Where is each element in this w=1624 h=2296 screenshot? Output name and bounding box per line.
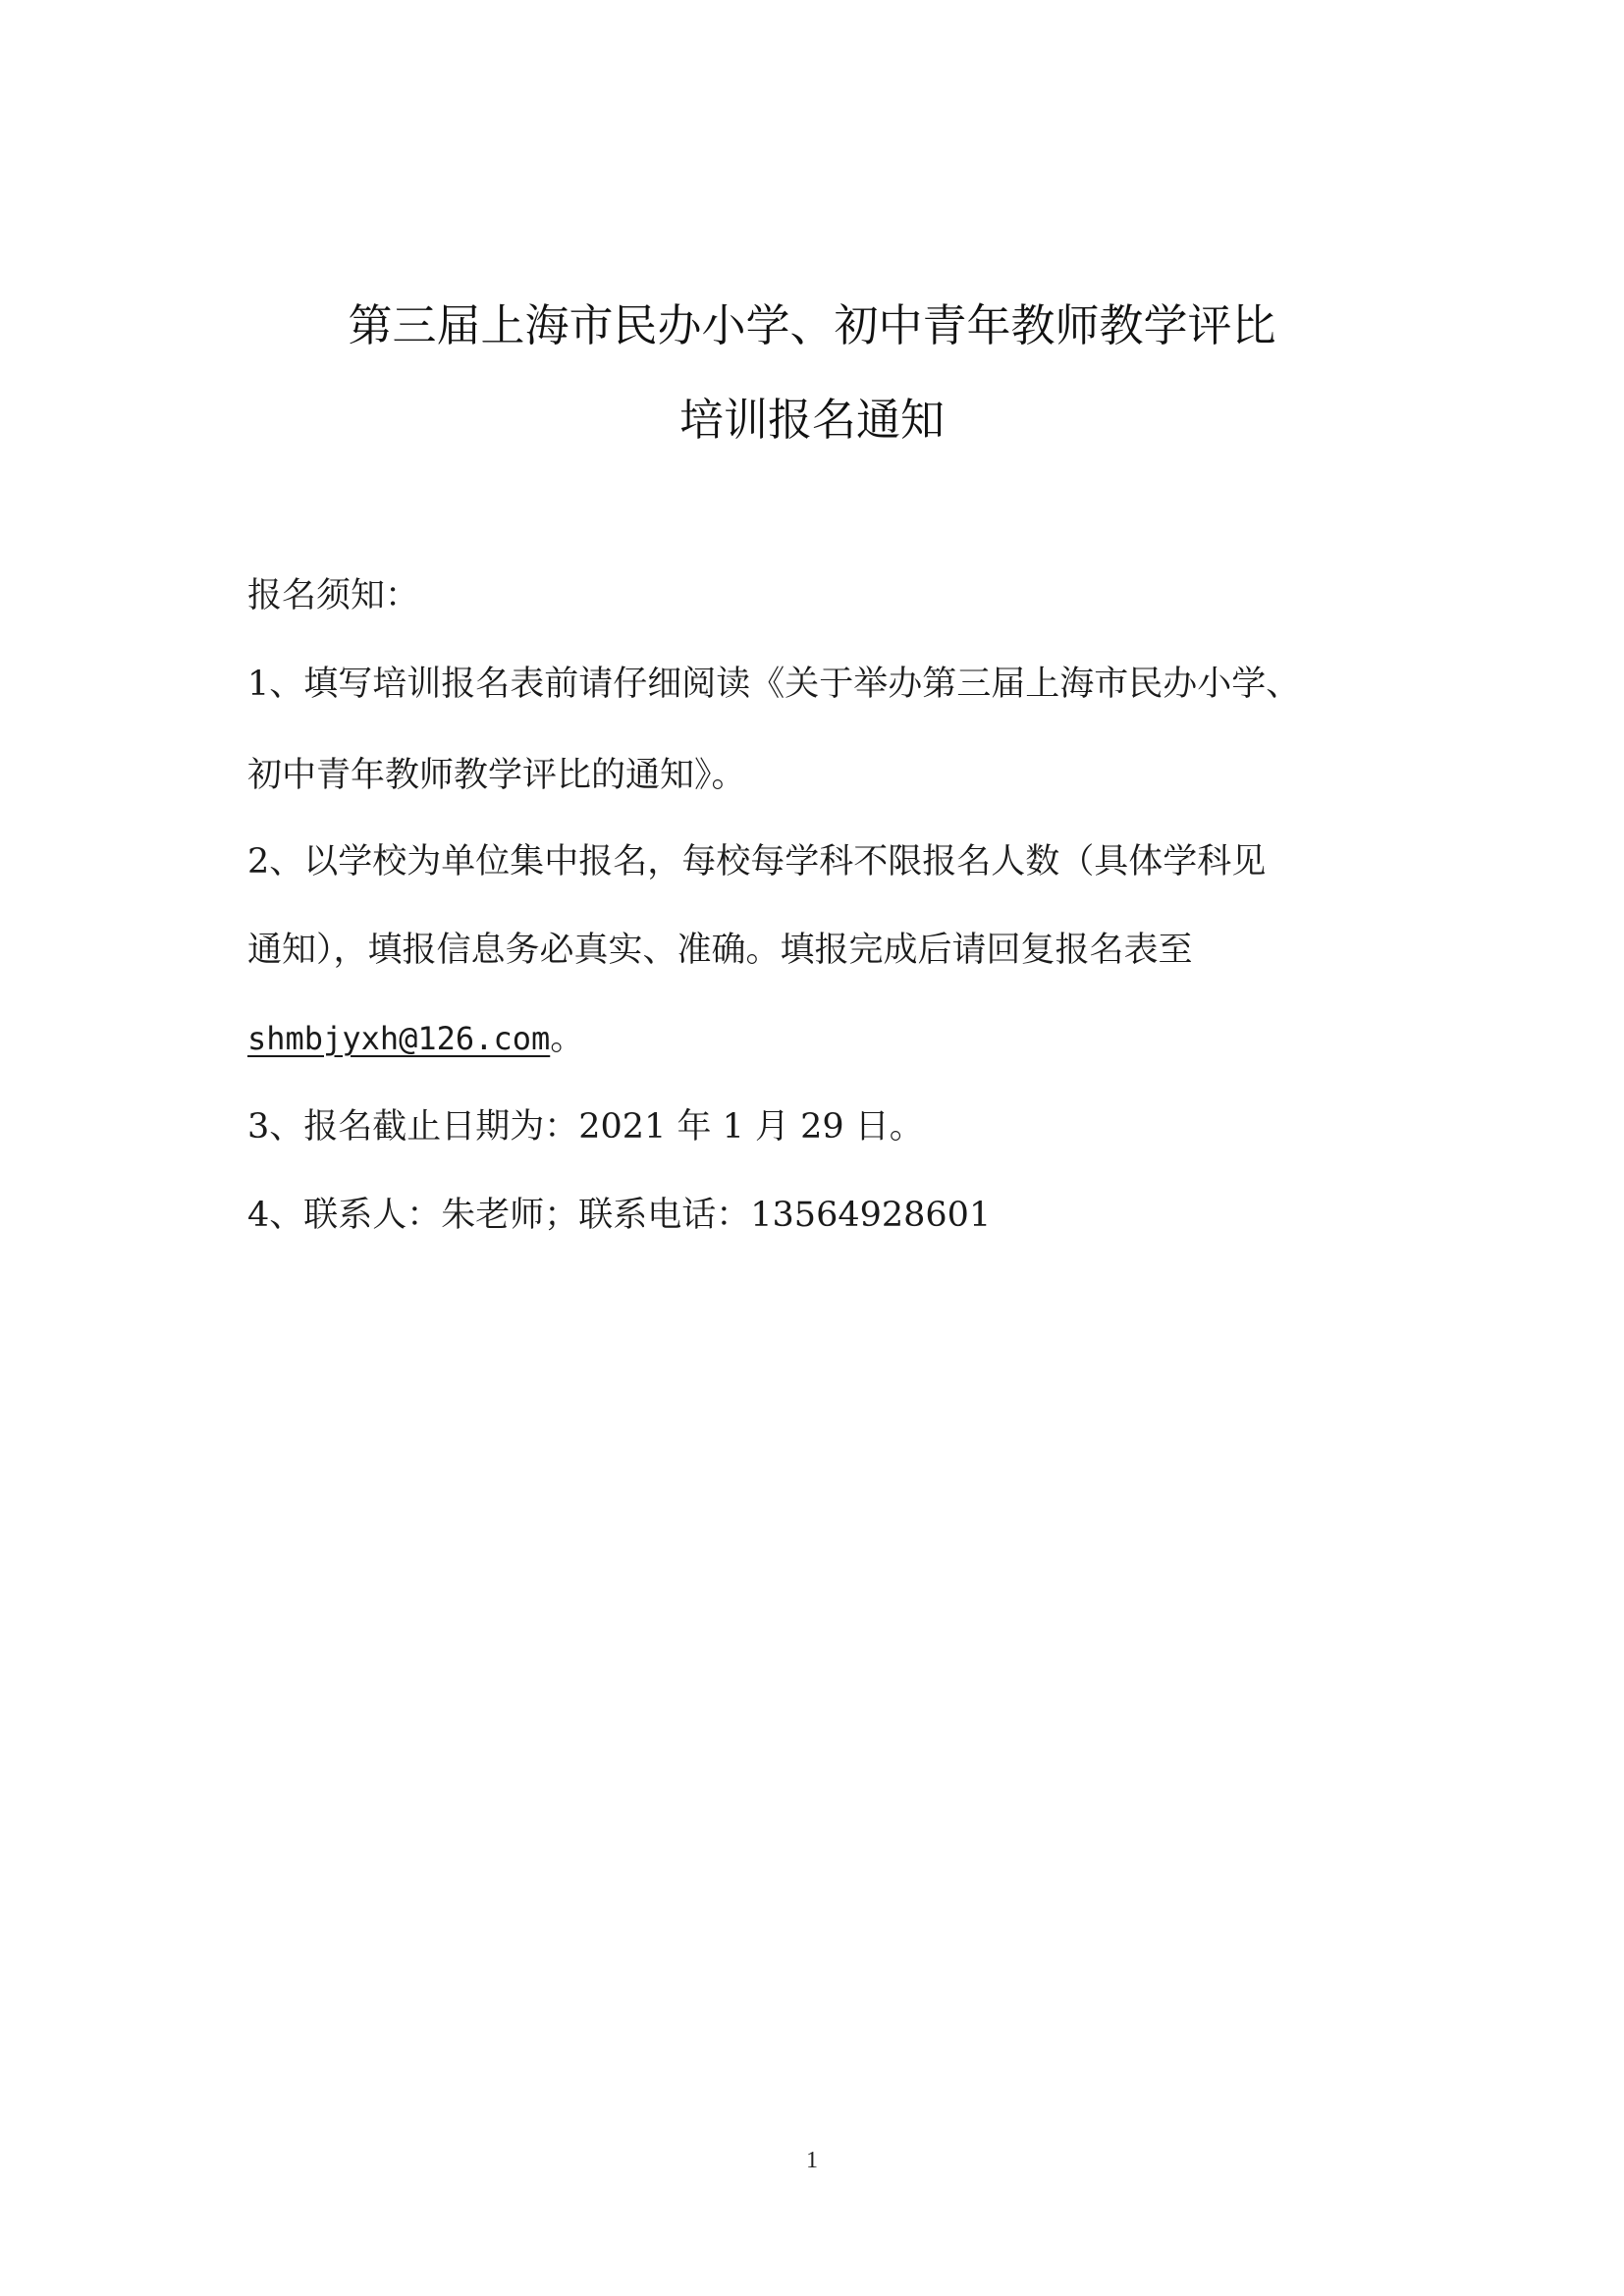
document-title-line1: 第三届上海市民办小学、初中青年教师教学评比 <box>348 299 1276 351</box>
item2-line3-suffix: 。 <box>550 1019 585 1058</box>
item3-deadline: 3、报名截止日期为：2021 年 1 月 29 日。 <box>247 1107 924 1147</box>
item2-line2: 通知），填报信息务必真实、准确。填报完成后请回复报名表至 <box>247 931 1193 970</box>
item2-line3 <box>247 1014 584 1063</box>
email-link[interactable]: shmbjyxh@126.com <box>247 1020 551 1057</box>
item1-line1: 1、填写培训报名表前请仔细阅读《关于举办第三届上海市民办小学、 <box>247 665 1301 704</box>
item1-line2: 初中青年教师教学评比的通知》。 <box>247 756 746 795</box>
notice-heading: 报名须知： <box>247 576 420 615</box>
item2-line1: 2、以学校为单位集中报名，每校每学科不限报名人数（具体学科见 <box>247 842 1267 881</box>
item4-contact: 4、联系人：朱老师；联系电话：13564928601 <box>247 1196 992 1235</box>
document-title-line2: 培训报名通知 <box>678 394 945 446</box>
page-number: 1 <box>806 2148 818 2173</box>
